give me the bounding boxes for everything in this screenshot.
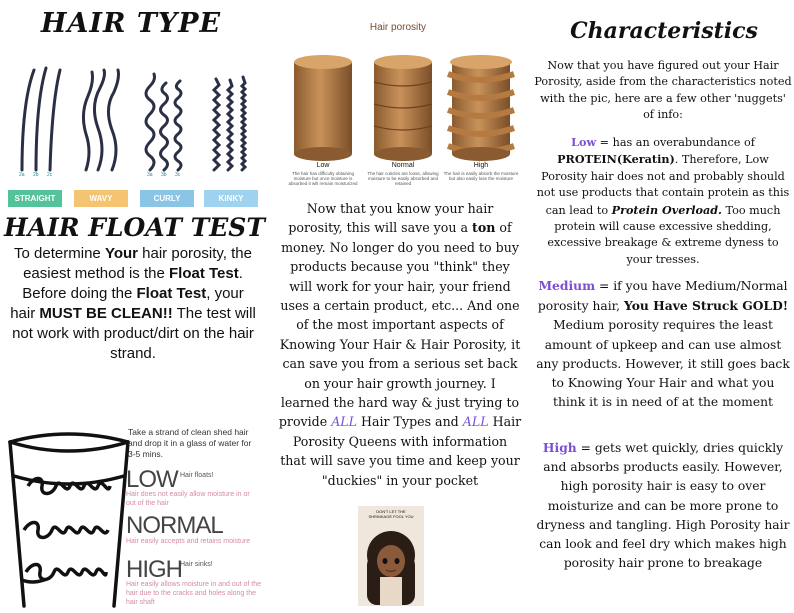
note-hair-floats: Hair floats! (180, 472, 214, 479)
label-low: LOW (126, 466, 178, 493)
sticker-text: DON'T LET THE SHRINKAGE FOOL YOU (368, 509, 414, 519)
hair-type-title: HAIR TYPE (40, 8, 222, 39)
glass-of-water-illustration (4, 430, 134, 610)
shrinkage-sticker (358, 506, 424, 606)
normal-description: Hair easily accepts and retains moisture (126, 538, 251, 545)
medium-tag: Medium (538, 278, 596, 293)
badge-kinky: KINKY (204, 190, 258, 207)
right-column (534, 0, 794, 613)
middle-column (262, 0, 534, 613)
float-test-title: HAIR FLOAT TEST (4, 213, 265, 242)
strand-label-high: High (473, 162, 489, 169)
subtype-2c: 2c (47, 172, 53, 178)
characteristics-intro: Now that you have figured out your Hair Porosity, aside from the characteristics noted with the pic, here are a few other 'nuggets' of info: (534, 59, 792, 122)
badge-wavy: WAVY (74, 190, 128, 207)
porosity-heading: Hair porosity (369, 22, 427, 33)
subtype-2b: 2b (33, 172, 39, 178)
subtype-3c: 3c (175, 172, 181, 178)
label-high: HIGH (126, 556, 182, 583)
strand-label-low: Low (316, 162, 330, 169)
girl-avatar-icon (358, 519, 424, 606)
porosity-benefits-paragraph: Now that you know your hair porosity, this will save you a ton of money. No longer do you need to buy products because you "think" they will work for your hair, your friend uses a certain product, etc... And one of the most important aspects of Knowing Your Hair & Hair Porosity, it can save you from a serious set back on your hair growth journey. I learned the hard way & just trying to provide ALL Hair Types and ALL Hair Porosity Queens with information that will save you time and keep your "duckies" in your pocket (278, 201, 522, 488)
high-porosity-info: High = gets wet quickly, dries quickly and absorbs products easily. However, high porosity hair is easy to over moisturize and can be more prone to dryness and tangling. High Porosity hair can look and feel dry which makes high porosity hair prone to breakage (536, 440, 790, 571)
characteristics-title: Characteristics (570, 18, 758, 44)
subtype-2a: 2a (19, 172, 25, 178)
note-hair-sinks: Hair sinks! (180, 561, 213, 568)
float-test-description: To determine Your hair porosity, the easiest method is the Float Test. Before doing the Float Test, your hair MUST BE CLEAN!! The test will not work with product/dirt on the hair strand. (10, 245, 256, 362)
low-description: Hair does not easily allow moisture in or out of the hair (126, 491, 250, 507)
hair-strand-cross-sections (282, 52, 522, 162)
low-tag: Low (571, 135, 597, 149)
high-tag: High (542, 440, 577, 455)
subtype-3a: 3a (147, 172, 153, 178)
strand-caption-normal: The hair cuticles are loose, allowing moisture to be easily absorbed and retained (367, 171, 439, 186)
strand-caption-low: The hair has difficulty obtaining moisture but once moisture is absorbed it will remain moisturized (288, 171, 358, 186)
glass-instructions: Take a strand of clean shed hair and drop it in a glass of water for 3-5 mins. (128, 427, 252, 459)
left-column (0, 0, 265, 613)
low-porosity-info: Low = has an overabundance of PROTEIN(Keratin). Therefore, Low Porosity hair does not and probably should not use products that contain protein as this can lead to Protein Overload. Too much protein will cause excessive shedding, excessive breakage & extreme dyness to your tresses. (536, 135, 790, 266)
strand-caption-high: The hair is easily absorb the moisture but also easily lose the moisture (443, 171, 519, 181)
hair-type-illustration (0, 62, 262, 174)
subtype-3b: 3b (161, 172, 167, 178)
label-normal: NORMAL (126, 512, 223, 539)
badge-curly: CURLY (140, 190, 194, 207)
strand-label-normal: Normal (391, 162, 415, 169)
badge-straight: STRAIGHT (8, 190, 62, 207)
high-description: Hair easily allows moisture in and out of the hair due to the cracks and holes along the hair shaft (126, 581, 262, 606)
medium-porosity-info: Medium = if you have Medium/Normal porosity hair, You Have Struck GOLD! Medium porosity requires the least amount of upkeep and can use almost any products. However, it still goes back to Knowing Your Hair and what you think it is in need of at the moment (536, 278, 790, 410)
